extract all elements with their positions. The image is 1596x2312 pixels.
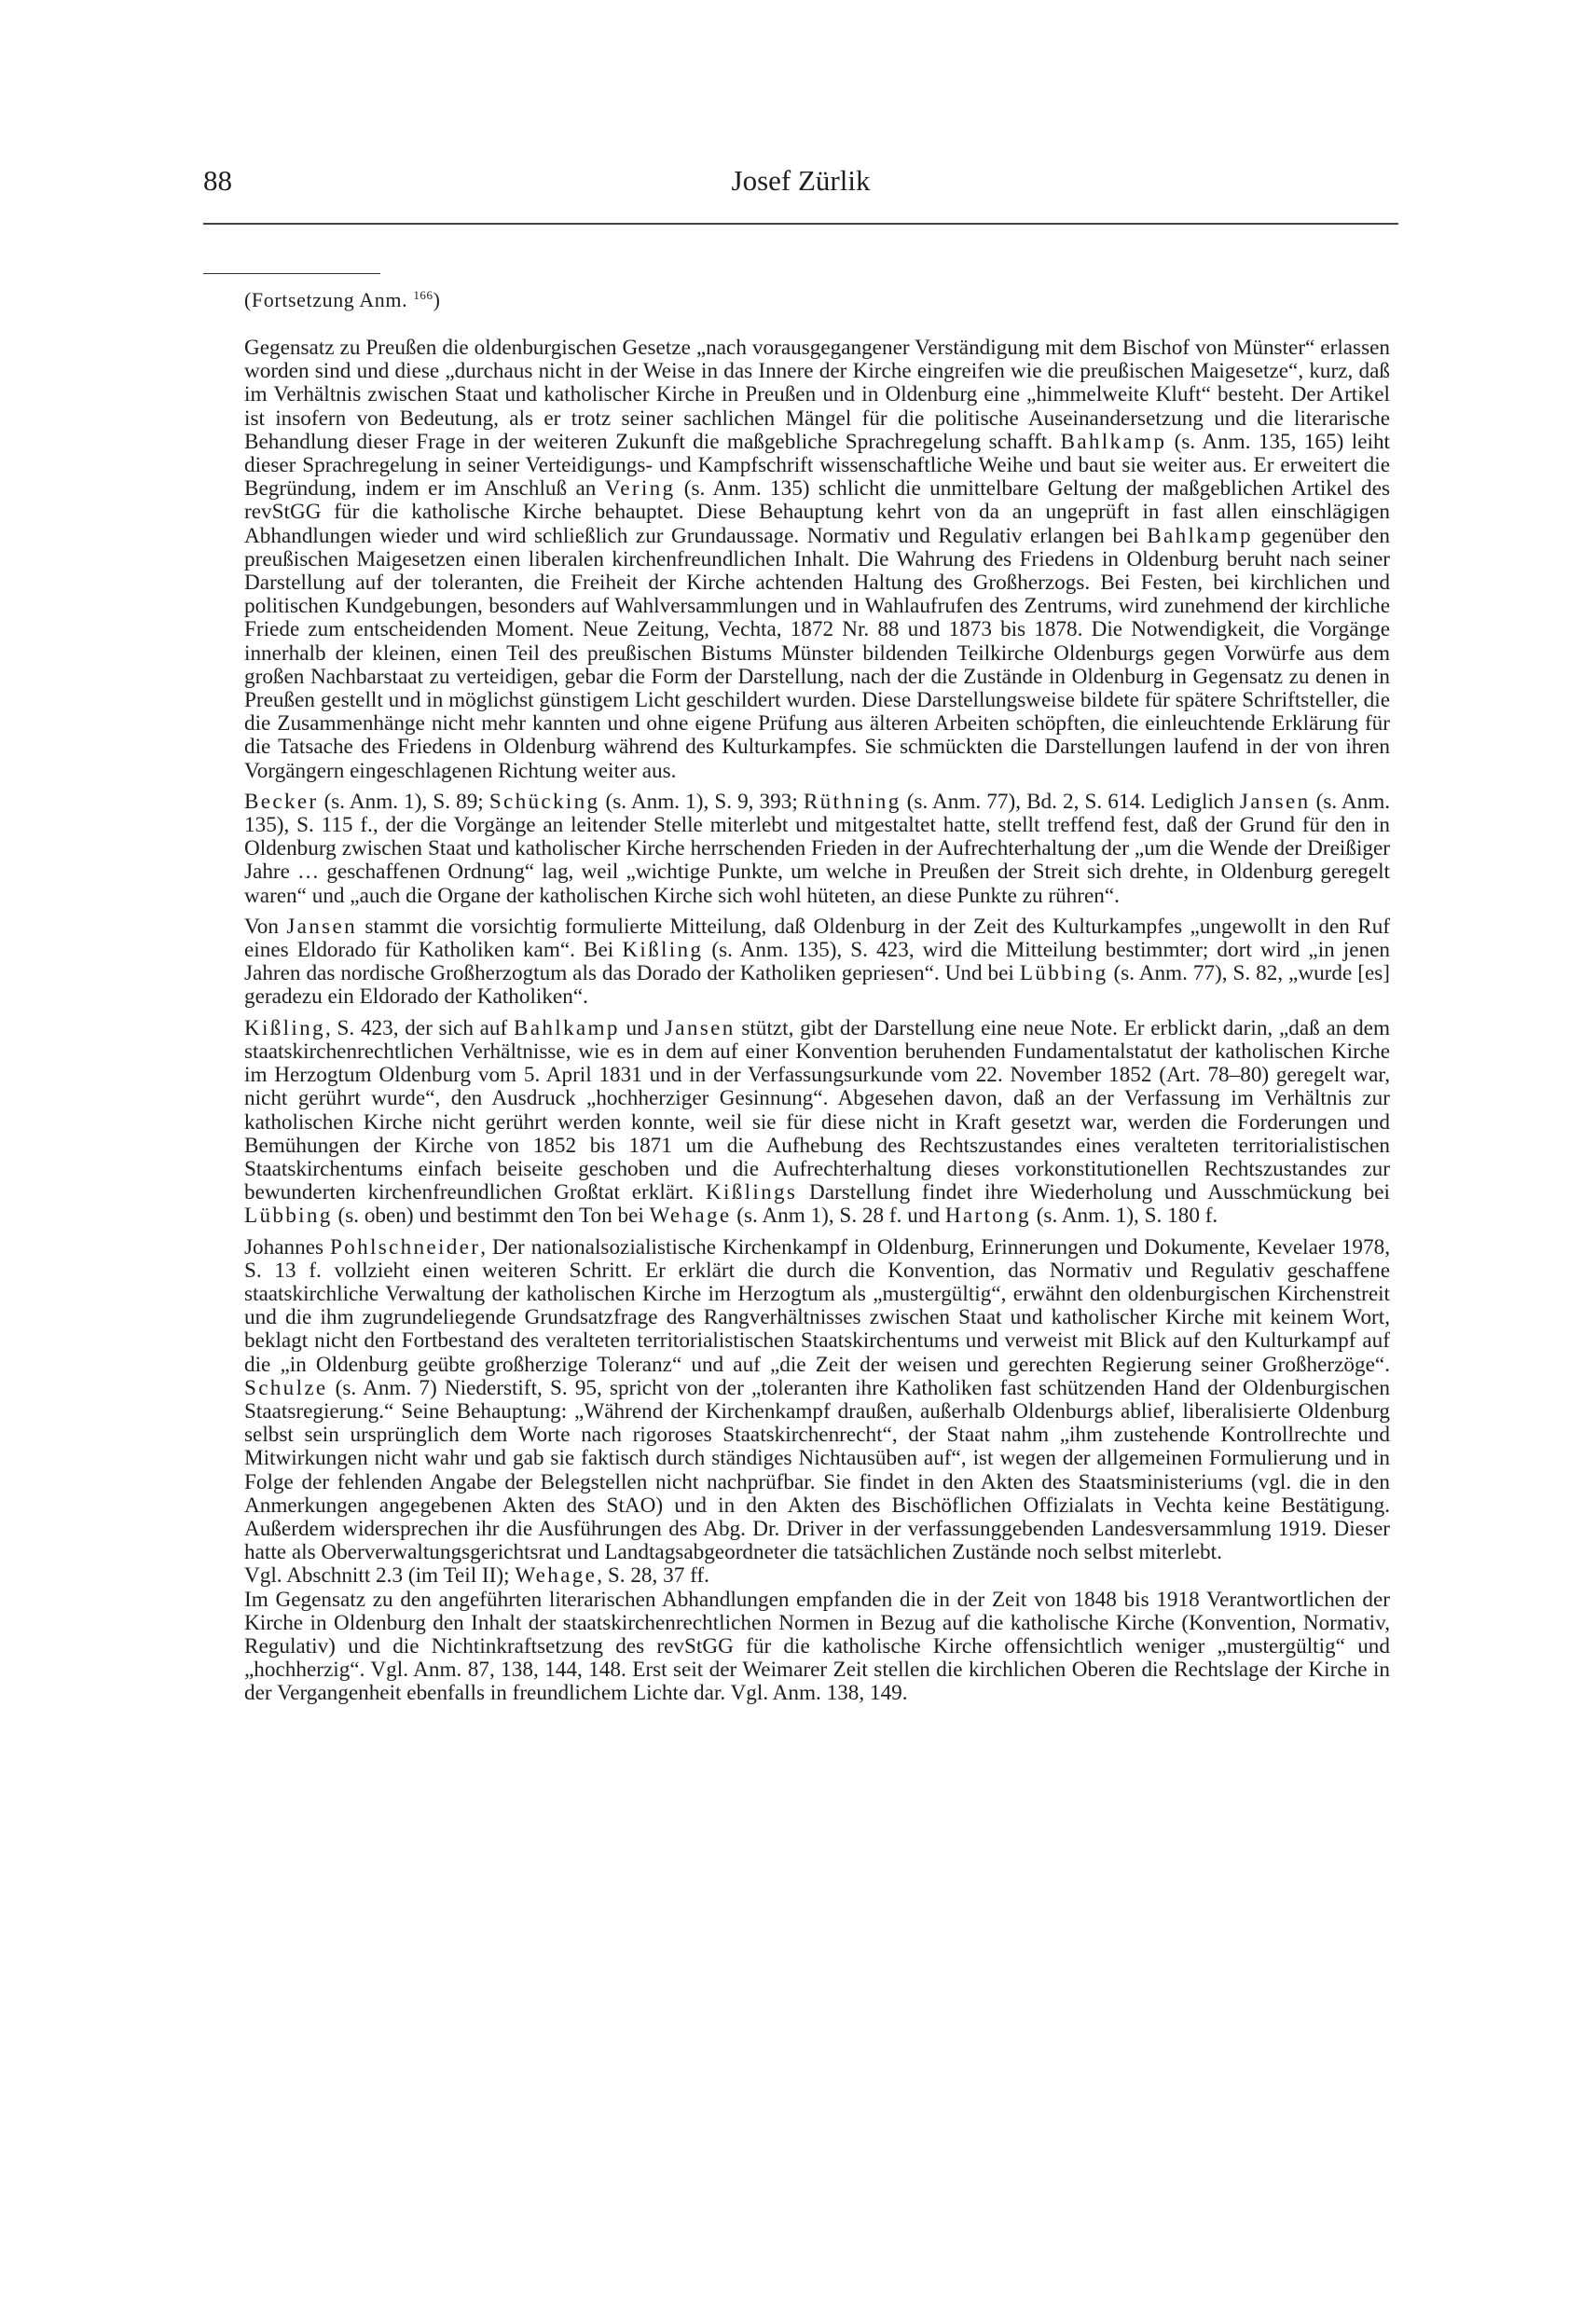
footnote-paragraph-3: Von Jansen stammt die vorsichtig formulierte Mitteilung, daß Oldenburg in der Zeit des Kulturkampfes „ungewollt in den Ruf eines Eldorado für Katholiken kam“. Bei Kißling (s. Anm. 135), S. 423, wird die Mitteilung bestimmter; dort wird „in jenen Jahren das nordische Großherzogtum als das Dorado der Katholiken gepriesen“. Und bei Lübbing (s. Anm. 77), S. 82, „wurde [es] geradezu ein Eldorado der Katholiken“. <box>244 914 1391 1010</box>
running-title: Josef Zürlik <box>731 164 871 197</box>
author-name: Kißling <box>622 938 704 963</box>
author-name: Rüthning <box>803 789 901 814</box>
footnote-paragraph-5: Johannes Pohlschneider, Der nationalsozialistische Kirchenkampf in Oldenburg, Erinnerungen und Dokumente, Kevelaer 1978, S. 13 f. vollzieht einen weiteren Schritt. Er erklärt die durch die Konvention, das Normativ und Regulativ geschaffene staatskirchliche Verwaltung der katholischen Kirche im Herzogtum als „mustergültig“, erwähnt den oldenburgischen Kirchenstreit und die ihm zugrundeliegende Grundsatzfrage des Rangverhältnisses zwischen Staat und katholischer Kirche mit keinem Wort, beklagt nicht den Fortbestand des veralteten territorialistischen Staatskirchentums und verweist mit Blick auf den Kulturkampf auf die „in Oldenburg geübte großherzige Toleranz“ und auf „die Zeit der weisen und gerechten Regierung seiner Großherzöge“. Schulze (s. Anm. 7) Niederstift, S. 95, spricht von der „toleranten ihre Katholiken fast schützenden Hand der Oldenburgischen Staatsregierung.“ Seine Behauptung: „Während der Kirchenkampf draußen, außerhalb Oldenburgs ablief, liberalisierte Oldenburg selbst sein ursprünglich dem Worte nach rigoroses Staatskirchenrecht“, der Staat nahm „ihm zustehende Kontrollrechte und Mitwirkungen nicht wahr und gab sie faktisch durch ständiges Nichtausüben auf“, ist wegen der allgemeinen Formulierung und in Folge der fehlenden Angabe der Belegstellen nicht nachprüfbar. Sie findet in den Akten des Staatsministeriums (vgl. die in den Anmerkungen angegebenen Akten des StAO) und in den Akten des Bischöflichen Offizialats in Vechta keine Bestätigung. Außerdem widersprechen ihr die Ausführungen des Abg. Dr. Driver in der verfassunggebenden Landesversammlung 1919. Dieser hatte als Oberverwaltungsgerichtsrat und Landtagsabgeordneter die tatsächlichen Zustände noch selbst miterlebt. <box>244 1234 1391 1565</box>
page-number: 88 <box>203 164 232 197</box>
author-name: Lübbing <box>244 1204 333 1229</box>
footnote-paragraph-1: Gegensatz zu Preußen die oldenburgischen Gesetze „nach vorausgegangener Verständigung mit dem Bischof von Münster“ erlassen worden sind und diese „durchaus nicht in der Weise in das Innere der Kirche eingreifen wie die preußischen Maigesetze“, kurz, daß im Verhältnis zwischen Staat und katholischer Kirche in Preußen und in Oldenburg eine „himmelweite Kluft“ besteht. Der Artikel ist insofern von Bedeutung, als er trotz seiner sachlichen Mängel für die politische Auseinandersetzung und die literarische Behandlung dieser Frage in der weiteren Zukunft die maßgebliche Sprachregelung schafft. Bahlkamp (s. Anm. 135, 165) leiht dieser Sprachregelung in seiner Verteidigungs- und Kampfschrift wissenschaftliche Weihe und baut sie weiter aus. Er erweitert die Begründung, indem er im Anschluß an Vering (s. Anm. 135) schlicht die unmittelbare Geltung der maßgeblichen Artikel des revStGG für die katholische Kirche behauptet. Diese Behauptung kehrt von da an ungeprüft in fast allen einschlägigen Abhandlungen wieder und wird schließlich zur Grundaussage. Normativ und Regulativ erlangen bei Bahlkamp gegenüber den preußischen Maigesetzen einen liberalen kirchenfreundlichen Inhalt. Die Wahrung des Friedens in Oldenburg beruht nach seiner Darstellung auf der toleranten, die Freiheit der Kirche achtenden Haltung des Großherzogs. Bei Festen, bei kirchlichen und politischen Kundgebungen, besonders auf Wahlversammlungen und in Wahlaufrufen des Zentrums, wird zunehmend der kirchliche Friede zum entscheidenden Moment. Neue Zeitung, Vechta, 1872 Nr. 88 und 1873 bis 1878. Die Notwendigkeit, die Vorgänge innerhalb der kleinen, einen Teil des preußischen Bistums Münster bildenden Teilkirche Oldenburgs gegen Vorwürfe aus dem großen Nachbarstaat zu verteidigen, gebar die Form der Darstellung, nach der die Zustände in Oldenburg in Gegensatz zu denen in Preußen gestellt und in möglichst günstigem Licht geschildert wurden. Diese Darstellungsweise bildete für spätere Schriftsteller, die die Zusammenhänge nicht mehr kannten und ohne eigene Prüfung aus älteren Arbeiten schöpften, die einleuchtende Erklärung für die Tatsache des Friedens in Oldenburg während des Kulturkampfes. Sie schmückten die Darstellungen laufend in der von ihren Vorgängern eingeschlagenen Richtung weiter aus. <box>244 336 1391 783</box>
author-name: Kißling <box>244 1015 325 1040</box>
author-name: Lübbing <box>1019 961 1108 986</box>
footnote-continuation-label: (Fortsetzung Anm. $^{166}$) <box>244 288 441 311</box>
author-name: Wehage <box>649 1204 732 1229</box>
author-name: Bahlkamp <box>1147 523 1253 548</box>
footnote-paragraph-6: Vgl. Abschnitt 2.3 (im Teil II); Wehage, S. 28, 37 ff. <box>244 1563 709 1589</box>
footnote-paragraph-4: Kißling, S. 423, der sich auf Bahlkamp und Jansen stützt, gibt der Darstellung eine neue Note. Er erblickt darin, „daß an dem staatskirchenrechtlichen Verhältnisse, wie es in dem auf einer Konvention beruhenden Fundamentalstatut der katholischen Kirche im Herzogtum Oldenburg vom 5. April 1831 und in der Verfassungsurkunde vom 22. November 1852 (Art. 78–80) geregelt war, nicht gerührt wurde“, den Ausdruck „hochherziger Gesinnung“. Abgesehen davon, daß an der Verfassung im Verhältnis zur katholischen Kirche nicht gerührt werden konnte, weil sie für diese nicht in Kraft gesetzt war, werden die Forderungen und Bemühungen der Kirche von 1852 bis 1871 um die Aufhebung des Rechtszustandes eines veralteten territorialistischen Staatskirchentums einfach beiseite geschoben und die Aufrechterhaltung dieses vorkonstitutionellen Rechtszustandes zur bewunderten kirchenfreundlichen Großtat erklärt. Kißlings Darstellung findet ihre Wiederholung und Ausschmückung bei Lübbing (s. oben) und bestimmt den Ton bei Wehage (s. Anm 1), S. 28 f. und Hartong (s. Anm. 1), S. 180 f. <box>244 1015 1390 1229</box>
author-name: Wehage <box>515 1563 598 1589</box>
footnote-separator-rule <box>203 273 380 274</box>
page-header <box>203 164 1398 220</box>
footnote-paragraph-7: Im Gegensatz zu den angeführten literarischen Abhandlungen empfanden die in der Zeit von 1848 bis 1918 Verantwortlichen der Kirche in Oldenburg den Inhalt der staatskirchenrechtlichen Normen in Bezug auf die katholische Kirche (Konvention, Normativ, Regulativ) und die Nichtinkraftsetzung des revStGG für die katholische Kirche offensichtlich weniger „mustergültig“ und „hochherzig“. Vgl. Anm. 87, 138, 144, 148. Erst seit der Weimarer Zeit stellen die kirchlichen Oberen die Rechtslage der Kirche in der Vergangenheit ebenfalls in freundlichem Lichte dar. Vgl. Anm. 138, 149. <box>244 1587 1390 1706</box>
author-name: Jansen <box>664 1015 736 1040</box>
footnote-ref: 166 <box>413 288 433 302</box>
author-name: Kißlings <box>705 1180 798 1205</box>
author-name: Bahlkamp <box>514 1015 620 1040</box>
author-name: Vering <box>604 476 676 502</box>
author-name: Schulze <box>244 1375 328 1400</box>
author-name: Jansen <box>286 914 357 939</box>
footnote-paragraph-2: Becker (s. Anm. 1), S. 89; Schücking (s. Anm. 1), S. 9, 393; Rüthning (s. Anm. 77), Bd. 2, S. 614. Lediglich Jansen (s. Anm. 135), S. 115 f., der die Vorgänge an leitender Stelle miterlebt und mitgestaltet hatte, stellt treffend fest, daß der Grund für den in Oldenburg zwischen Staat und katholischer Kirche herrschenden Frieden in der Aufrechterhaltung der „um die Wende der Dreißiger Jahre … geschaffenen Ordnung“ lag, weil „wichtige Punkte, um welche in Preußen der Streit sich drehte, in Oldenburg geregelt waren“ und „auch die Organe der katholischen Kirche sich wohl hüteten, an diese Punkte zu rühren“. <box>244 789 1391 908</box>
author-name: Pohlschneider <box>329 1234 481 1259</box>
author-name: Schücking <box>488 789 600 814</box>
header-rule <box>203 223 1398 225</box>
footnote-body <box>244 337 1390 1713</box>
author-name: Hartong <box>944 1204 1031 1229</box>
author-name: Becker <box>244 789 319 814</box>
author-name: Jansen <box>1239 789 1311 814</box>
author-name: Bahlkamp <box>1060 429 1167 454</box>
